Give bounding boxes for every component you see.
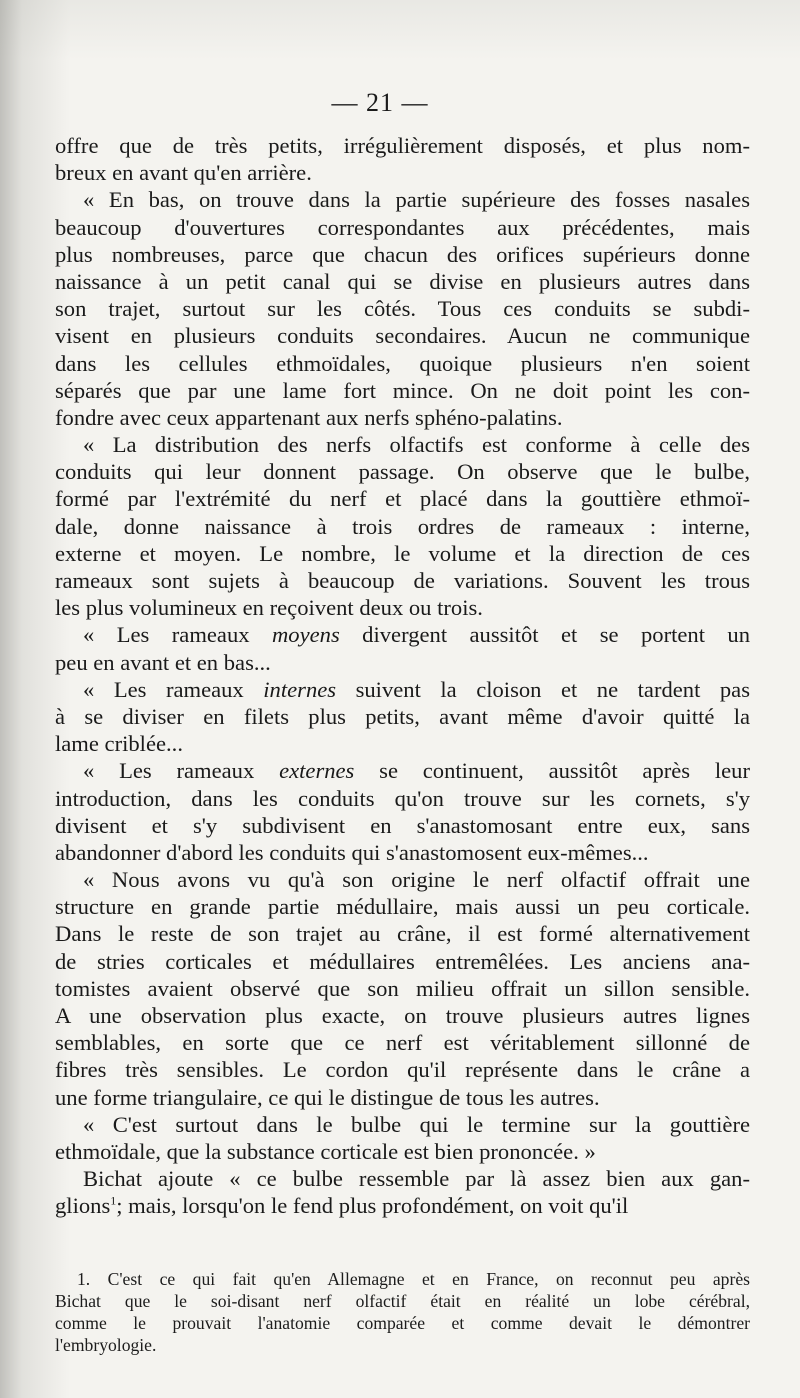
text-line: dans les cellules ethmoïdales, quoique plusieurs n'en soient <box>55 350 750 376</box>
text-line: Dans le reste de son trajet au crâne, il est formé alternativement <box>55 921 750 947</box>
text-line: tomistes avaient observé que son milieu offrait un sillon sensible. <box>55 975 750 1001</box>
italic-term: internes <box>263 676 337 702</box>
footnote-line: 1. C'est ce qui fait qu'en Allemagne et en France, on reconnut peu après <box>77 1269 750 1289</box>
text-line: naissance à un petit canal qui se divise en plusieurs autres dans <box>55 268 750 294</box>
text-fragment: se continuent, aussitôt après leur <box>354 758 751 784</box>
text-line: « En bas, on trouve dans la partie supérieure des fosses nasales <box>83 187 750 213</box>
text-line: conduits qui leur donnent passage. On observe que le bulbe, <box>55 459 750 485</box>
footnote-line: l'embryologie. <box>55 1335 157 1355</box>
text-line: divisent et s'y subdivisent en s'anastomosant entre eux, sans <box>55 812 750 838</box>
text-line: externe et moyen. Le nombre, le volume et la direction de ces <box>55 540 750 566</box>
text-line: lame criblée... <box>55 731 183 757</box>
text-line: beaucoup d'ouvertures correspondantes aux précédentes, mais <box>55 214 750 240</box>
text-line: A une observation plus exacte, on trouve plusieurs autres lignes <box>55 1003 750 1028</box>
text-line <box>55 621 750 648</box>
footnote-reference: 1 <box>110 1193 117 1208</box>
text-line: plus nombreuses, parce que chacun des orifices supérieurs donne <box>55 241 750 267</box>
text-fragment: divergent aussitôt et se portent un <box>339 622 750 648</box>
text-line: rameaux sont sujets à beaucoup de variations. Souvent les trous <box>55 568 750 593</box>
text-line: « Nous avons vu qu'à son origine le nerf olfactif offrait une <box>83 867 750 893</box>
text-fragment: suivent la cloison et ne tardent pas <box>336 676 751 702</box>
text-line: les plus volumineux en reçoivent deux ou trois. <box>55 595 483 621</box>
text-line: formé par l'extrémité du nerf et placé dans la gouttière ethmoï- <box>55 486 750 512</box>
text-line: « La distribution des nerfs olfactifs est conforme à celle des <box>83 432 750 458</box>
text-line <box>55 676 750 703</box>
text-fragment: « Les rameaux <box>83 622 272 648</box>
footnotes <box>55 1268 750 1356</box>
text-line: visent en plusieurs conduits secondaires. Aucun ne communique <box>55 323 750 349</box>
text-line: de stries corticales et médullaires entremêlées. Les anciens ana- <box>55 948 750 974</box>
text-line: fondre avec ceux appartenant aux nerfs sphéno-palatins. <box>55 404 563 430</box>
text-line <box>55 757 750 784</box>
page-number: — 21 — <box>331 88 429 117</box>
text-line: breux en avant qu'en arrière. <box>55 160 312 186</box>
text-fragment: « Les rameaux <box>83 676 264 702</box>
text-line: semblables, en sorte que ce nerf est véritablement sillonné de <box>55 1030 750 1056</box>
text-line: fibres très sensibles. Le cordon qu'il représente dans le crâne a <box>55 1057 750 1083</box>
text-line: à se diviser en filets plus petits, avant même d'avoir quitté la <box>55 703 750 729</box>
text-line: son trajet, surtout sur les côtés. Tous ces conduits se subdi- <box>55 296 750 322</box>
text-line <box>55 1192 750 1219</box>
footnote-line: comme le prouvait l'anatomie comparée et comme devait le démontrer <box>55 1313 750 1333</box>
italic-term: moyens <box>271 622 340 648</box>
text-line: Bichat ajoute « ce bulbe ressemble par là assez bien aux gan- <box>83 1166 750 1192</box>
text-line: séparés que par une lame fort mince. On ne doit point les con- <box>55 377 750 403</box>
text-line: peu en avant et en bas... <box>55 649 271 675</box>
text-fragment: ; mais, lorsqu'on le fend plus profondément, on voit qu'il <box>116 1193 629 1219</box>
text-line: dale, donne naissance à trois ordres de rameaux : interne, <box>55 513 750 539</box>
italic-term: externes <box>279 758 355 784</box>
text-line: « C'est surtout dans le bulbe qui le termine sur la gouttière <box>83 1111 750 1137</box>
text-fragment: glions <box>55 1193 111 1219</box>
text-line: offre que de très petits, irrégulièrement disposés, et plus nom- <box>55 133 750 158</box>
footnote-line: Bichat que le soi-disant nerf olfactif était en réalité un lobe cérébral, <box>55 1291 750 1311</box>
text-line: abandonner d'abord les conduits qui s'anastomosent eux-mêmes... <box>55 839 649 865</box>
text-line: structure en grande partie médullaire, mais aussi un peu corticale. <box>55 894 750 920</box>
text-line: ethmoïdale, que la substance corticale est bien prononcée. » <box>55 1138 596 1164</box>
text-line: une forme triangulaire, ce qui le distingue de tous les autres. <box>55 1084 600 1110</box>
body-text <box>55 132 750 1220</box>
text-line: introduction, dans les conduits qu'on trouve sur les cornets, s'y <box>55 785 750 811</box>
text-fragment: « Les rameaux <box>83 758 280 784</box>
